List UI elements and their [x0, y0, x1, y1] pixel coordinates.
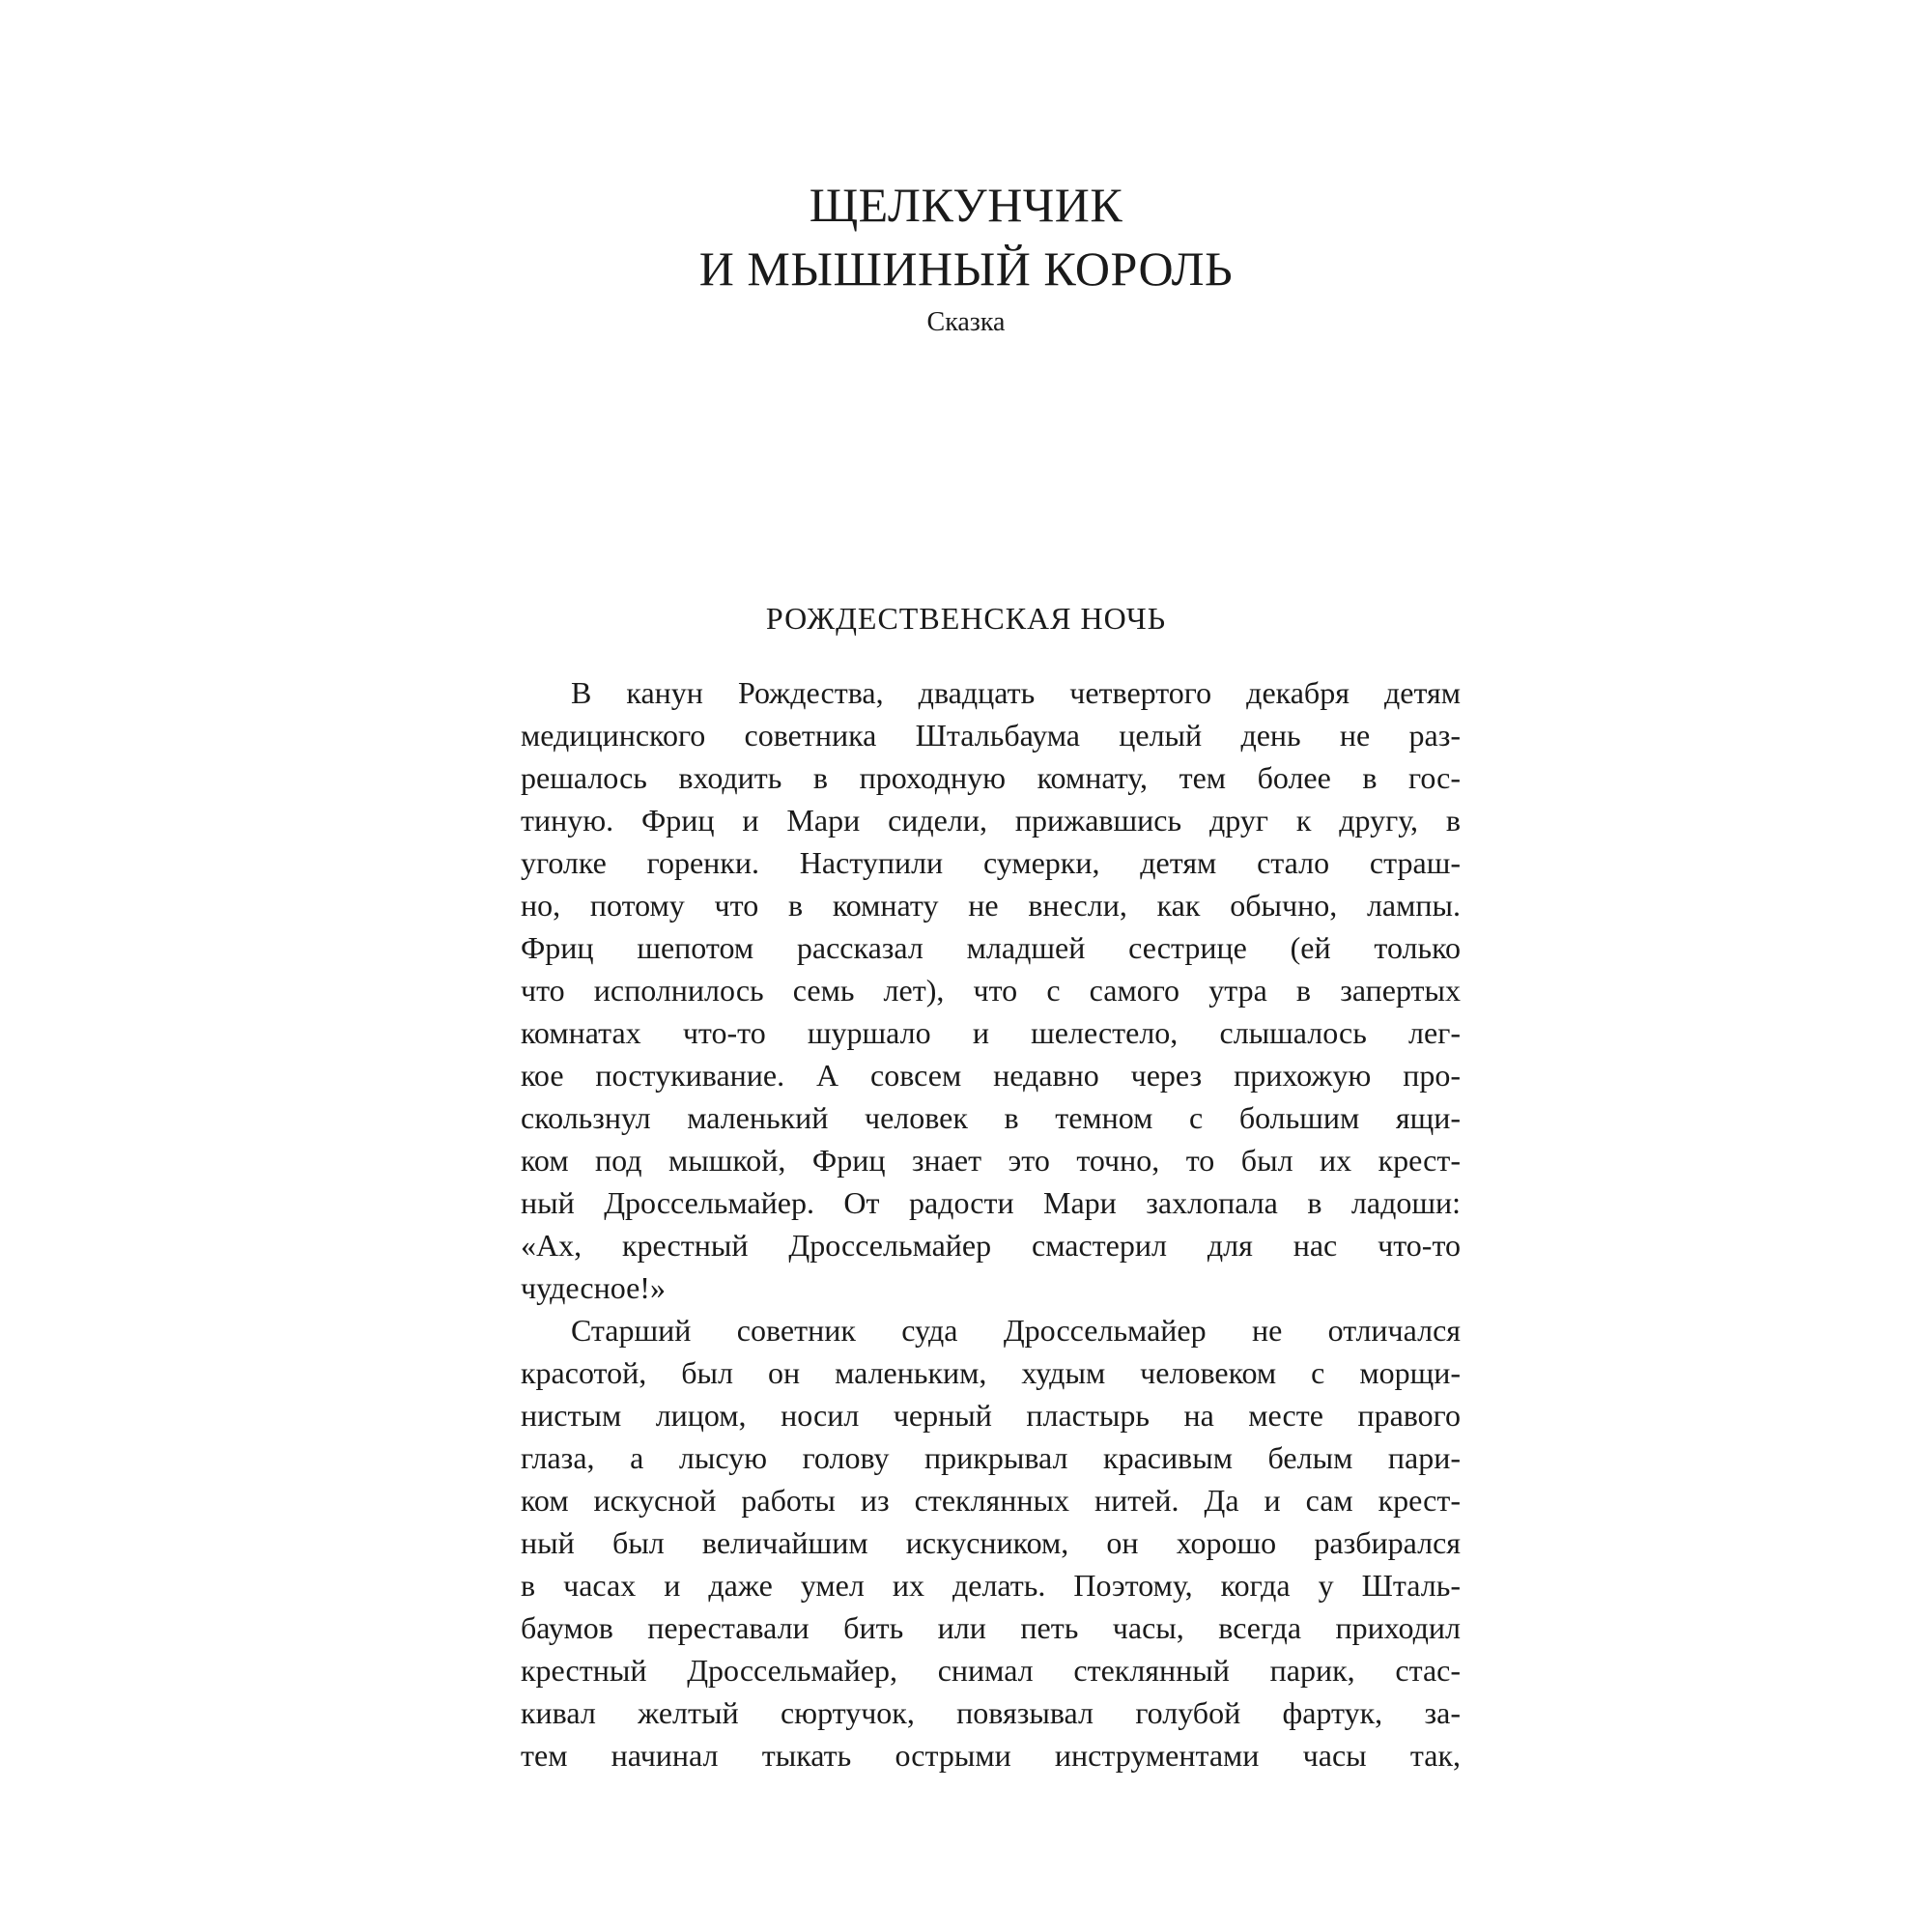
text-line: нистым лицом, носил черный пластырь на месте правого: [521, 1398, 1461, 1433]
text-line: крестный Дроссельмайер, снимал стеклянный парик, стас-: [521, 1653, 1461, 1688]
text-line: красотой, был он маленьким, худым человеком с морщи-: [521, 1355, 1461, 1390]
text-line: в часах и даже умел их делать. Поэтому, когда у Шталь-: [521, 1568, 1461, 1603]
text-line: глаза, а лысую голову прикрывал красивым белым пари-: [521, 1440, 1461, 1475]
text-line: комнатах что-то шуршало и шелестело, слышалось лег-: [521, 1015, 1461, 1050]
text-line: кивал желтый сюртучок, повязывал голубой фартук, за-: [521, 1695, 1461, 1730]
text-line: уголке горенки. Наступили сумерки, детям стало страш-: [521, 845, 1461, 880]
text-line: что исполнилось семь лет), что с самого утра в запертых: [521, 973, 1461, 1008]
text-line: Старший советник суда Дроссельмайер не отличался: [571, 1313, 1461, 1348]
text-line: ком под мышкой, Фриц знает это точно, то был их крест-: [521, 1143, 1461, 1178]
chapter-body: [521, 671, 1461, 1776]
story-title-line-2: И МЫШИНЫЙ КОРОЛЬ: [698, 242, 1234, 296]
text-line: баумов переставали бить или петь часы, всегда приходил: [521, 1610, 1461, 1645]
text-line: тем начинал тыкать острыми инструментами часы так,: [521, 1738, 1461, 1773]
story-title-line-1: ЩЕЛКУНЧИК: [809, 178, 1123, 232]
story-subtitle: Сказка: [926, 307, 1006, 337]
text-line: решалось входить в проходную комнату, тем более в гос-: [521, 760, 1461, 795]
text-line: ный Дроссельмайер. От радости Мари захлопала в ладоши:: [521, 1185, 1461, 1220]
text-line: чудесное!»: [521, 1270, 666, 1305]
text-line: ный был величайшим искусником, он хорошо разбирался: [521, 1525, 1461, 1560]
text-line: но, потому что в комнату не внесли, как обычно, лампы.: [521, 888, 1461, 923]
text-line: Фриц шепотом рассказал младшей сестрице (ей только: [521, 930, 1461, 965]
text-line: кое постукивание. А совсем недавно через прихожую про-: [521, 1058, 1461, 1093]
text-line: ком искусной работы из стеклянных нитей. Да и сам крест-: [521, 1483, 1461, 1518]
chapter-title: РОЖДЕСТВЕНСКАЯ НОЧЬ: [765, 601, 1167, 636]
text-line: медицинского советника Штальбаума целый день не раз-: [521, 718, 1461, 753]
text-line: В канун Рождества, двадцать четвертого декабря детям: [571, 675, 1461, 710]
text-line: скользнул маленький человек в темном с большим ящи-: [521, 1100, 1461, 1135]
text-line: тиную. Фриц и Мари сидели, прижавшись друг к другу, в: [521, 803, 1461, 838]
text-line: «Ах, крестный Дроссельмайер смастерил для нас что-то: [521, 1228, 1461, 1263]
